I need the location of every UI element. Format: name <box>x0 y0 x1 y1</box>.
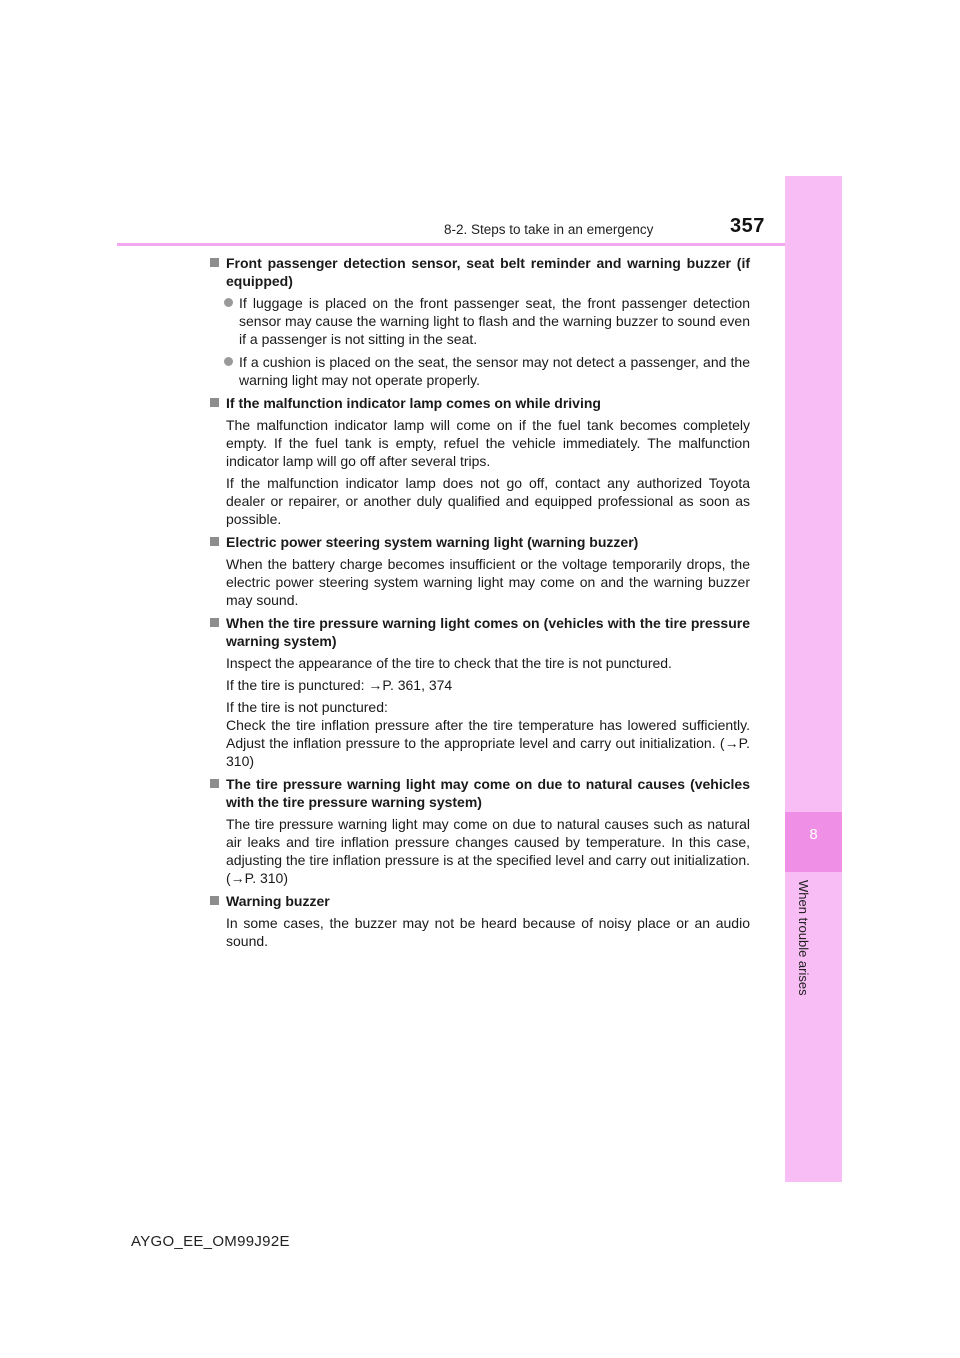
paragraph: The tire pressure warning light may come on due to natural causes such as natural air leaks and tire inflation pressure changes caused by temperature. In this case, adjusting the tire inflation pressure is at the specified level and carry out initialization. (→P. 310) <box>226 816 750 886</box>
heading-text: Warning buzzer <box>226 893 330 909</box>
paragraph: The malfunction indicator lamp will come on if the fuel tank becomes completely empty. If the fuel tank is empty, refuel the vehicle immediately. The malfunction indicator lamp will go off after several trips. <box>226 417 750 469</box>
chapter-label: When trouble arises <box>796 880 811 996</box>
bullet-item <box>210 353 750 389</box>
heading-text: The tire pressure warning light may come on due to natural causes (vehicles with the tire pressure warning system) <box>226 776 750 810</box>
heading-text: Front passenger detection sensor, seat belt reminder and warning buzzer (if equipped) <box>226 255 750 289</box>
section-tire-pressure-light <box>210 614 750 770</box>
section-heading <box>210 394 750 412</box>
square-bullet-icon <box>210 258 219 267</box>
round-bullet-icon <box>224 357 233 366</box>
bullet-text: If luggage is placed on the front passenger seat, the front passenger detection sensor may cause the warning light to flash and the warning buzzer to sound even if a passenger is not sitting in the seat. <box>239 295 750 347</box>
page-number: 357 <box>730 215 765 237</box>
section-front-passenger-sensor <box>210 254 750 389</box>
paragraph: Check the tire inflation pressure after the tire temperature has lowered sufficiently. Adjust the inflation pressure to the appropriate level and carry out initialization. (→P. 310) <box>226 717 750 769</box>
bullet-text: If a cushion is placed on the seat, the sensor may not detect a passenger, and the warning light may not operate properly. <box>239 354 750 388</box>
paragraph: If the malfunction indicator lamp does not go off, contact any authorized Toyota dealer or repairer, or another duly qualified and equipped professional as soon as possible. <box>226 475 750 527</box>
section-heading <box>210 614 750 650</box>
round-bullet-icon <box>224 298 233 307</box>
section-malfunction-indicator <box>210 394 750 528</box>
bullet-item <box>210 294 750 348</box>
section-power-steering <box>210 533 750 609</box>
header-rule <box>117 243 785 246</box>
page-content <box>210 254 750 955</box>
paragraph: When the battery charge becomes insufficient or the voltage temporarily drops, the electric power steering system warning light may come on and the warning buzzer may sound. <box>226 556 750 608</box>
section-heading <box>210 775 750 811</box>
chapter-number: 8 <box>809 826 818 843</box>
square-bullet-icon <box>210 537 219 546</box>
square-bullet-icon <box>210 398 219 407</box>
square-bullet-icon <box>210 618 219 627</box>
heading-text: If the malfunction indicator lamp comes on while driving <box>226 395 601 411</box>
paragraph: If the tire is not punctured: <box>226 699 388 715</box>
section-warning-buzzer <box>210 892 750 950</box>
paragraph: Inspect the appearance of the tire to check that the tire is not punctured. <box>226 655 672 671</box>
square-bullet-icon <box>210 779 219 788</box>
heading-text: Electric power steering system warning light (warning buzzer) <box>226 534 639 550</box>
paragraph: If the tire is punctured: →P. 361, 374 <box>226 677 453 693</box>
square-bullet-icon <box>210 896 219 905</box>
section-title: 8-2. Steps to take in an emergency <box>444 222 654 237</box>
section-heading <box>210 533 750 551</box>
document-code: AYGO_EE_OM99J92E <box>131 1233 290 1250</box>
section-heading <box>210 254 750 290</box>
heading-text: When the tire pressure warning light comes on (vehicles with the tire pressure warning system) <box>226 615 750 649</box>
section-heading <box>210 892 750 910</box>
chapter-side-tab <box>785 176 842 1182</box>
section-natural-causes <box>210 775 750 887</box>
paragraph: In some cases, the buzzer may not be heard because of noisy place or an audio sound. <box>226 915 750 949</box>
